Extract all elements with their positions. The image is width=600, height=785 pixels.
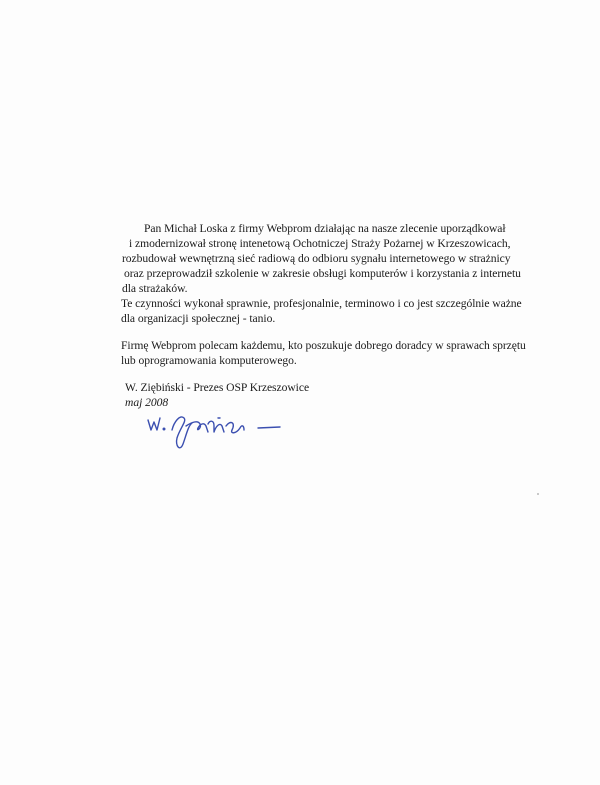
body-line-8: Firmę Webprom polecam każdemu, kto poszukuje dobrego doradcy w sprawach sprzętu <box>121 339 526 352</box>
scan-speck <box>537 493 539 495</box>
body-line-9: lub oprogramowania komputerowego. <box>121 354 297 367</box>
body-line-4: oraz przeprowadził szkolenie w zakresie obsługi komputerów i korzystania z internetu <box>124 267 521 280</box>
body-line-5: dla strażaków. <box>122 282 188 295</box>
body-line-7: dla organizacji społecznej - tanio. <box>121 312 276 325</box>
body-line-6: Te czynności wykonał sprawnie, profesjonalnie, terminowo i co jest szczególnie ważne <box>121 297 522 310</box>
body-line-1: Pan Michał Loska z firmy Webprom działając na nasze zlecenie uporządkował <box>144 222 506 235</box>
handwritten-signature <box>140 408 300 468</box>
date-line: maj 2008 <box>125 396 169 409</box>
body-line-2: i zmodernizował stronę intenetową Ochotniczej Straży Pożarnej w Krzeszowicach, <box>129 237 511 250</box>
signatory-line: W. Ziębiński - Prezes OSP Krzeszowice <box>125 381 310 394</box>
body-line-3: rozbudował wewnętrzną sieć radiową do odbioru sygnału internetowego w strażnicy <box>122 252 511 265</box>
